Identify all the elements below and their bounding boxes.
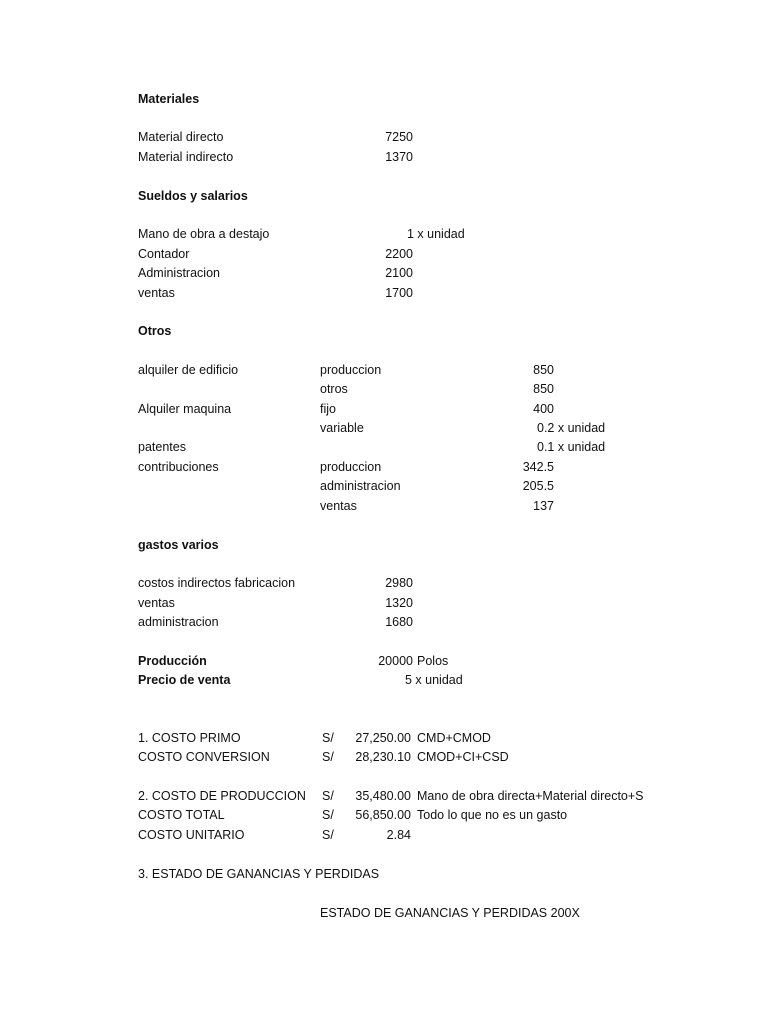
row-label: Administracion [138,266,220,280]
row-value: 2980 [385,576,413,590]
section-title-gastos: gastos varios [138,538,219,552]
production-value: 20000 [378,654,413,668]
row-sublabel: ventas [320,499,357,513]
cost-note: Todo lo que no es un gasto [417,808,568,822]
row-value: 1680 [385,615,413,629]
cost-amount: 56,850.00 [355,808,411,822]
cost-amount: 35,480.00 [355,789,411,803]
estado-subheading: ESTADO DE GANANCIAS Y PERDIDAS 200X [320,906,580,920]
row-sublabel: otros [320,382,348,396]
row-value: 0.1 x unidad [537,440,606,454]
cost-label: 2. COSTO DE PRODUCCION [138,789,306,803]
row-label: ventas [138,596,175,610]
row-sublabel: fijo [320,402,336,416]
section-title-materiales: Materiales [138,92,200,106]
row-sublabel: administracion [320,479,401,493]
row-value: 7250 [385,130,413,144]
row-value: 850 [533,382,554,396]
cost-note: CMD+CMOD [417,731,491,745]
row-value: 137 [533,499,554,513]
row-value: 1370 [385,150,413,164]
section-heading-estado: 3. ESTADO DE GANANCIAS Y PERDIDAS [138,867,380,881]
row-label: contribuciones [138,460,219,474]
cost-note: CMOD+CI+CSD [417,750,509,764]
currency-symbol: S/ [322,808,334,822]
currency-symbol: S/ [322,789,334,803]
cost-label: COSTO TOTAL [138,808,225,822]
row-value: 1700 [385,286,413,300]
row-value: 1 x unidad [407,227,465,241]
cost-amount: 2.84 [386,828,411,842]
production-label: Producción [138,654,207,668]
row-sublabel: variable [320,421,364,435]
row-label: Contador [138,247,190,261]
row-label: Material indirecto [138,150,234,164]
row-label: Material directo [138,130,224,144]
cost-amount: 27,250.00 [355,731,411,745]
price-value: 5 x unidad [405,673,463,687]
row-value: 2200 [385,247,413,261]
production-unit: Polos [417,654,449,668]
row-value: 205.5 [522,479,554,493]
row-label: Mano de obra a destajo [138,227,270,241]
section-title-otros: Otros [138,324,172,338]
row-value: 400 [533,402,554,416]
row-sublabel: produccion [320,363,382,377]
section-title-sueldos: Sueldos y salarios [138,189,248,203]
cost-note: Mano de obra directa+Material directo+S [417,789,644,803]
row-sublabel: produccion [320,460,382,474]
currency-symbol: S/ [322,750,334,764]
row-label: costos indirectos fabricacion [138,576,296,590]
row-label: Alquiler maquina [138,402,232,416]
cost-label: COSTO UNITARIO [138,828,245,842]
row-value: 1320 [385,596,413,610]
currency-symbol: S/ [322,828,334,842]
cost-label: COSTO CONVERSION [138,750,270,764]
cost-amount: 28,230.10 [355,750,411,764]
row-label: administracion [138,615,219,629]
row-value: 342.5 [522,460,554,474]
row-value: 0.2 x unidad [537,421,606,435]
row-value: 850 [533,363,554,377]
currency-symbol: S/ [322,731,334,745]
row-value: 2100 [385,266,413,280]
row-label: alquiler de edificio [138,363,239,377]
row-label: patentes [138,440,186,454]
row-label: ventas [138,286,175,300]
price-label: Precio de venta [138,673,231,687]
cost-label: 1. COSTO PRIMO [138,731,241,745]
